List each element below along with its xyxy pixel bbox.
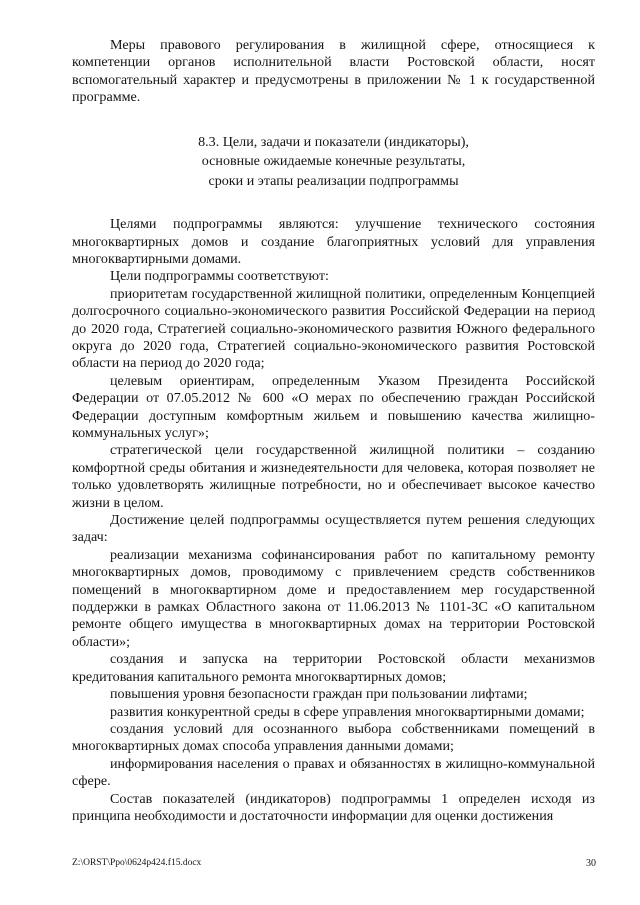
section-title-line: 8.3. Цели, задачи и показатели (индикаторы), (198, 133, 469, 150)
paragraph: стратегической цели государственной жилищной политики – созданию комфортной среды обитания и жизнедеятельности для человека, которая позволяет не только удовлетворять жилищные потребности, но и обеспечивает высокое качество жизни в целом. (72, 442, 595, 511)
paragraph: целевым ориентирам, определенным Указом Президента Российской Федерации от 07.05.2012 № 600 «О мерах по обеспечению граждан Российской Федерации доступным комфортным жильем и повышению качества жилищно-коммунальных услуг»; (72, 372, 595, 441)
document-body (72, 37, 595, 825)
section-title-line: основные ожидаемые конечные результаты, (201, 153, 466, 170)
page-number: 30 (586, 858, 596, 869)
paragraph: приоритетам государственной жилищной политики, определенным Концепцией долгосрочного социально-экономического развития Российской Федерации на период до 2020 года, Стратегией социально-экономического развития Южного федерального округа до 2020 года, Стратегией социально-экономического развития Ростовской области на период до 2020 года; (72, 285, 595, 372)
paragraph: Целями подпрограммы являются: улучшение технического состояния многоквартирных домов и создание благоприятных условий для управления многоквартирными домами. (72, 216, 595, 267)
paragraph: создания условий для осознанного выбора собственниками помещений в многоквартирных домах способа управления данными домами; (72, 720, 595, 755)
paragraph: информирования населения о правах и обязанностях в жилищно-коммунальной сфере. (72, 755, 595, 790)
footer-file-path: Z:\ORST\Ppo\0624p424.f15.docx (72, 858, 202, 868)
section-title (72, 133, 595, 192)
paragraph: Достижение целей подпрограммы осуществляется путем решения следующих задач: (72, 512, 595, 546)
paragraph: реализации механизма софинансирования работ по капитальному ремонту многоквартирных домов, проводимому с привлечением средств собственников помещений в многоквартирном доме и предоставлением мер государственной поддержки в рамках Областного закона от 11.06.2013 № 1101-ЗС «О капитальном ремонте общего имущества в многоквартирных домах на территории Ростовской области»; (72, 546, 595, 650)
paragraph: Цели подпрограммы соответствуют: (110, 268, 329, 285)
paragraph: развития конкурентной среды в сфере управления многоквартирными домами; (110, 703, 585, 720)
paragraph: создания и запуска на территории Ростовской области механизмов кредитования капитального ремонта многоквартирных домов; (72, 651, 595, 685)
intro-paragraph: Меры правового регулирования в жилищной сфере, относящиеся к компетенции органов исполнительной власти Ростовской области, носят вспомогательный характер и предусмотрены в приложении № 1 к государственной программе. (72, 37, 595, 106)
paragraph: Состав показателей (индикаторов) подпрограммы 1 определен исходя из принципа необходимости и достаточности информации для оценки достижения (72, 790, 595, 824)
paragraph: повышения уровня безопасности граждан при пользовании лифтами; (110, 686, 528, 703)
section-title-line: сроки и этапы реализации подпрограммы (208, 172, 459, 189)
